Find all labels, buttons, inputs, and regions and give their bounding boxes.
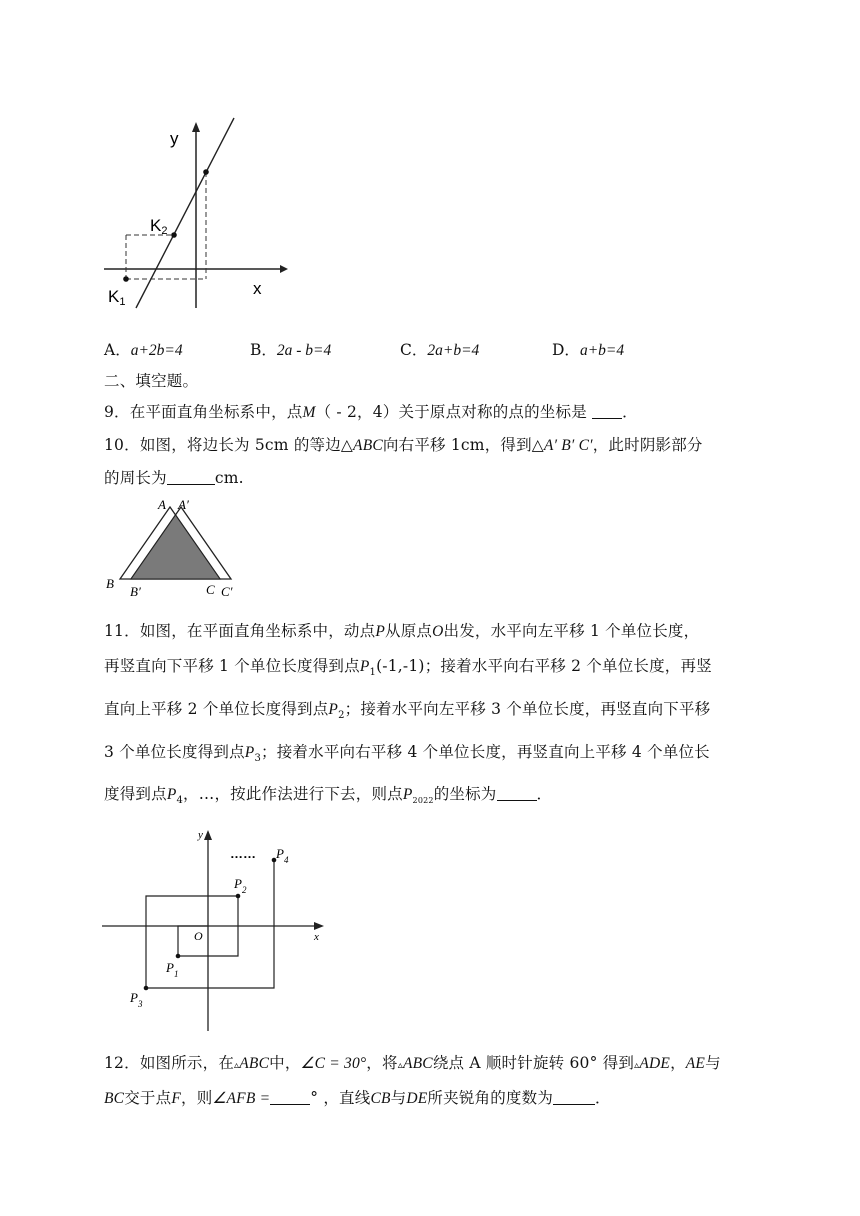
k1-label: K1 xyxy=(108,287,126,308)
question-10-line1: 10．如图，将边长为 5cm 的等边△ABC向右平移 1cm，得到△A′ B′ C′，此时阴影部分 xyxy=(104,436,703,454)
question-12-line1: 12．如图所示，在▵ABC中，∠C = 30°，将▵ABC绕点 A 顺时针旋转 60° 得到▵ADE，AE与 xyxy=(104,1054,721,1072)
label-c: C xyxy=(206,582,215,597)
figure-line-graph xyxy=(100,110,290,310)
question-11-line3: 直向上平移 2 个单位长度得到点$P_2$；接着水平向左平移 3 个单位长度，再竖直向下平移 xyxy=(104,700,711,722)
answer-blank[interactable] xyxy=(553,1090,595,1105)
question-11-line2: 再竖直向下平移 1 个单位长度得到点$P_1(-1,-1)$；接着水平向右平移 2 个单位长度，再竖 xyxy=(104,657,712,679)
p3-label: $P_3$ xyxy=(130,990,143,1009)
figure-triangles xyxy=(100,496,250,600)
question-11-line5: 度得到点$P_4$，…，按此作法进行下去，则点$P_{2022}$的坐标为 ． xyxy=(104,785,553,807)
label-a-prime: A′ xyxy=(178,497,189,512)
question-11-line1: 11．如图，在平面直角坐标系中，动点P从原点O出发，水平向左平移 1 个单位长度， xyxy=(104,622,700,640)
answer-blank[interactable] xyxy=(167,470,215,485)
origin-label: O xyxy=(194,929,203,943)
option-a: A．a+2b=4 xyxy=(104,341,183,359)
p2-label: $P_2$ xyxy=(234,876,247,895)
question-12-line2: BC交于点F，则∠AFB = ° ，直线CB与DE所夹锐角的度数为 ． xyxy=(104,1089,611,1107)
option-d: D．a+b=4 xyxy=(552,341,625,359)
label-a: A xyxy=(158,497,166,512)
question-10-line2: 的周长为 cm. xyxy=(104,469,244,487)
answer-blank[interactable] xyxy=(592,404,622,419)
section-heading: 二、填空题。 xyxy=(104,372,199,390)
label-c-prime: C′ xyxy=(221,584,233,599)
label-b-prime: B′ xyxy=(130,584,141,599)
answer-blank[interactable] xyxy=(270,1090,310,1105)
answer-blank[interactable] xyxy=(497,786,537,801)
option-c: C．2a+b=4 xyxy=(400,341,480,359)
label-b: B xyxy=(106,576,114,591)
k2-label: K2 xyxy=(150,216,168,237)
x-axis-label: x xyxy=(253,279,262,298)
question-9: 9．在平面直角坐标系中，点M（ - 2，4）关于原点对称的点的坐标是 ． xyxy=(104,403,638,421)
x-axis-label: x xyxy=(314,931,319,943)
p4-label: $P_4$ xyxy=(276,846,289,865)
figure-spiral-points xyxy=(98,826,338,1036)
option-b: B．2a - b=4 xyxy=(250,341,332,359)
continuation-dots: …… xyxy=(230,846,256,861)
y-axis-label: y xyxy=(198,829,203,841)
question-11-line4: 3 个单位长度得到点$P_3$；接着水平向右平移 4 个单位长度，再竖直向上平移 4 个单位长 xyxy=(104,743,710,765)
y-axis-label: y xyxy=(170,129,179,148)
p1-label: $P_1$ xyxy=(166,960,179,979)
